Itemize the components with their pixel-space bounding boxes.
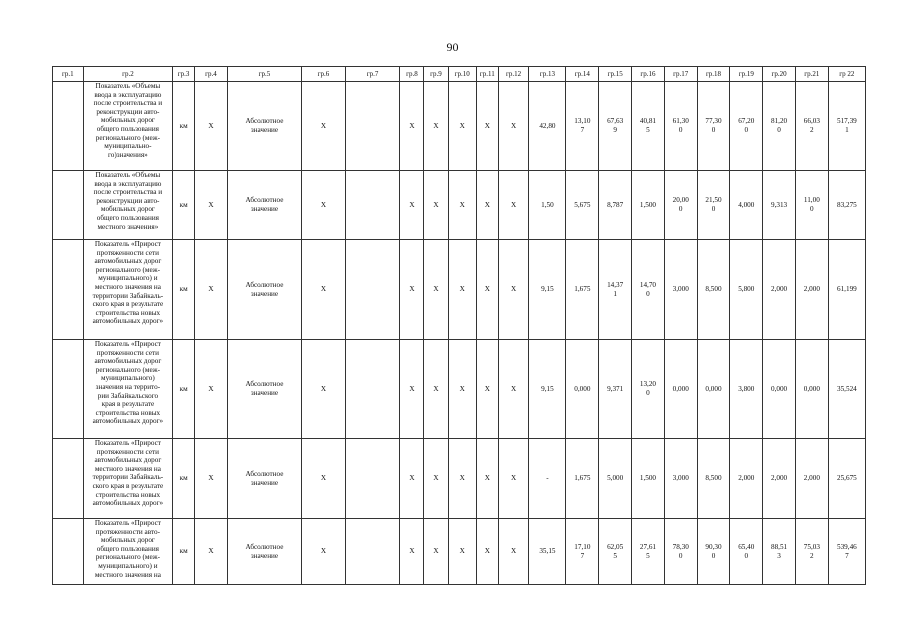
header-cell: гр.1 [53, 67, 84, 82]
table-cell: X [498, 439, 529, 519]
table-cell: 78,30 0 [664, 519, 697, 585]
table-cell: Абсолютное значение [227, 240, 301, 340]
table-cell: 17,10 7 [566, 519, 599, 585]
indicator-name-cell: Показатель «Объемы ввода в эксплуатацию после строительства и реконструкции авто- мобильных дорог общего пользования регионального (меж- муниципально- го)значения» [83, 82, 173, 171]
table-row [53, 519, 866, 585]
table-cell: 75,03 2 [795, 519, 828, 585]
table-cell: 90,30 0 [697, 519, 730, 585]
table-cell: X [195, 171, 228, 240]
header-cell: гр.2 [83, 67, 173, 82]
table-cell [345, 439, 400, 519]
table-cell: X [195, 439, 228, 519]
table-cell: 1,675 [566, 240, 599, 340]
table-cell: X [476, 439, 498, 519]
table-cell: X [448, 240, 476, 340]
header-cell: гр.15 [599, 67, 632, 82]
table-cell: 67,63 9 [599, 82, 632, 171]
table-cell: 13,20 0 [632, 340, 665, 439]
table-cell: 8,500 [697, 439, 730, 519]
table-cell: X [424, 82, 448, 171]
table-cell: Абсолютное значение [227, 439, 301, 519]
table-cell: Абсолютное значение [227, 171, 301, 240]
table-cell: X [424, 519, 448, 585]
table-cell: 517,39 1 [828, 82, 865, 171]
table-cell: X [448, 340, 476, 439]
table-cell: 81,20 0 [763, 82, 796, 171]
table-cell [345, 519, 400, 585]
table-cell: X [302, 82, 346, 171]
table-cell: км [173, 240, 195, 340]
table-cell: км [173, 439, 195, 519]
table-cell: X [195, 240, 228, 340]
table-cell: X [476, 240, 498, 340]
table-cell: 2,000 [795, 240, 828, 340]
table-cell: 0,000 [763, 340, 796, 439]
table-cell: 42,80 [529, 82, 566, 171]
header-cell: гр.9 [424, 67, 448, 82]
table-cell: X [302, 340, 346, 439]
table-row [53, 82, 866, 171]
header-cell: гр.6 [302, 67, 346, 82]
table-cell: 61,30 0 [664, 82, 697, 171]
page-number: 90 [446, 40, 459, 54]
header-cell: гр.4 [195, 67, 228, 82]
header-cell: гр.8 [400, 67, 424, 82]
indicator-name-cell: Показатель «Прирост протяженности авто- мобильных дорог общего пользования регионального (меж- муниципального) и местного значения на [83, 519, 173, 585]
table-cell: X [476, 519, 498, 585]
header-cell: гр.17 [664, 67, 697, 82]
table-cell: X [498, 519, 529, 585]
table-cell: 13,10 7 [566, 82, 599, 171]
table-cell: X [400, 519, 424, 585]
table-cell: 61,199 [828, 240, 865, 340]
table-cell [345, 240, 400, 340]
table-cell: X [195, 82, 228, 171]
header-cell: гр.20 [763, 67, 796, 82]
table-cell: X [498, 340, 529, 439]
table-cell: 0,000 [566, 340, 599, 439]
table-cell: X [476, 171, 498, 240]
indicator-table [52, 66, 866, 585]
table-cell: 1,675 [566, 439, 599, 519]
table-row [53, 240, 866, 340]
header-cell: гр.18 [697, 67, 730, 82]
table-cell: 9,371 [599, 340, 632, 439]
table-cell: 0,000 [697, 340, 730, 439]
table-cell: X [476, 340, 498, 439]
table-cell [53, 519, 84, 585]
indicator-name-cell: Показатель «Прирост протяженности сети автомобильных дорог регионального (меж- муниципального) и местного значения на территории Забайкаль- ского края в результате строительства новых автомобильных дорог» [83, 240, 173, 340]
table-cell: 0,000 [664, 340, 697, 439]
table-header-row [53, 67, 866, 82]
table-cell: 5,800 [730, 240, 763, 340]
table-cell [53, 171, 84, 240]
table-cell: 14,37 1 [599, 240, 632, 340]
table-cell: X [400, 171, 424, 240]
table-cell: 25,675 [828, 439, 865, 519]
table-cell: 62,05 5 [599, 519, 632, 585]
table-cell [345, 82, 400, 171]
header-cell: гр.5 [227, 67, 301, 82]
table-cell: Абсолютное значение [227, 340, 301, 439]
header-cell: гр.19 [730, 67, 763, 82]
header-cell: гр.12 [498, 67, 529, 82]
header-cell: гр.11 [476, 67, 498, 82]
table-cell: 5,675 [566, 171, 599, 240]
table-cell: 8,500 [697, 240, 730, 340]
table-cell: X [448, 519, 476, 585]
header-cell: гр.13 [529, 67, 566, 82]
header-cell: гр.21 [795, 67, 828, 82]
table-cell: 2,000 [795, 439, 828, 519]
table-cell: X [448, 82, 476, 171]
table-body [53, 67, 866, 585]
table-cell: X [195, 519, 228, 585]
table-row [53, 171, 866, 240]
table-cell: 77,30 0 [697, 82, 730, 171]
table-cell: 2,000 [763, 240, 796, 340]
table-cell: X [448, 439, 476, 519]
table-cell: 14,70 0 [632, 240, 665, 340]
table-cell: X [424, 439, 448, 519]
table-cell: Абсолютное значение [227, 82, 301, 171]
table-cell: 20,00 0 [664, 171, 697, 240]
table-cell [53, 82, 84, 171]
table-cell: 9,15 [529, 240, 566, 340]
table-cell: X [400, 82, 424, 171]
table-cell: км [173, 340, 195, 439]
table-cell: 66,03 2 [795, 82, 828, 171]
header-cell: гр.16 [632, 67, 665, 82]
table-cell: X [400, 340, 424, 439]
header-cell: гр.3 [173, 67, 195, 82]
table-cell: 2,000 [730, 439, 763, 519]
table-cell [53, 340, 84, 439]
table-cell: 40,81 5 [632, 82, 665, 171]
table-cell: X [498, 171, 529, 240]
table-cell: X [476, 82, 498, 171]
header-cell: гр.7 [345, 67, 400, 82]
table-cell: X [498, 240, 529, 340]
table-row [53, 439, 866, 519]
indicator-name-cell: Показатель «Прирост протяженности сети автомобильных дорог регионального (меж- муниципального) значения на террито- рии Забайкальского края в результате строительства новых автомобильных дорог» [83, 340, 173, 439]
table-cell: 1,500 [632, 439, 665, 519]
table-cell: X [424, 240, 448, 340]
table-cell: X [302, 439, 346, 519]
table-cell: 9,15 [529, 340, 566, 439]
table-cell: 3,800 [730, 340, 763, 439]
table-cell: 35,524 [828, 340, 865, 439]
table-cell: 88,51 3 [763, 519, 796, 585]
table-cell [345, 171, 400, 240]
table-cell [53, 439, 84, 519]
table-cell: X [400, 439, 424, 519]
table-row [53, 340, 866, 439]
header-cell: гр.14 [566, 67, 599, 82]
indicator-name-cell: Показатель «Прирост протяженности сети автомобильных дорог местного значения на территории Забайкаль- ского края в результате строительства новых автомобильных дорог» [83, 439, 173, 519]
header-cell: гр.10 [448, 67, 476, 82]
table-cell: X [302, 171, 346, 240]
table-cell: 9,313 [763, 171, 796, 240]
table-cell: X [448, 171, 476, 240]
table-cell: 539,46 7 [828, 519, 865, 585]
table-cell: 1,500 [632, 171, 665, 240]
table-cell: X [400, 240, 424, 340]
table-cell: км [173, 171, 195, 240]
table-cell: X [302, 519, 346, 585]
table-cell: 67,20 0 [730, 82, 763, 171]
table-cell: 5,000 [599, 439, 632, 519]
table-cell [53, 240, 84, 340]
table-cell: 3,000 [664, 439, 697, 519]
table-cell: 4,000 [730, 171, 763, 240]
table-cell: 83,275 [828, 171, 865, 240]
table-cell: X [424, 340, 448, 439]
table-cell: 8,787 [599, 171, 632, 240]
table-cell: 11,00 0 [795, 171, 828, 240]
table-cell [345, 340, 400, 439]
table-cell: - [529, 439, 566, 519]
table-cell: 27,61 5 [632, 519, 665, 585]
table-cell: X [498, 82, 529, 171]
header-cell: гр 22 [828, 67, 865, 82]
table-cell: 21,50 0 [697, 171, 730, 240]
table-cell: 3,000 [664, 240, 697, 340]
table-cell: 65,40 0 [730, 519, 763, 585]
table-cell: км [173, 519, 195, 585]
table-cell: 35,15 [529, 519, 566, 585]
table-cell: 1,50 [529, 171, 566, 240]
table-cell: X [424, 171, 448, 240]
table-cell: 2,000 [763, 439, 796, 519]
table-cell: X [195, 340, 228, 439]
table-cell: км [173, 82, 195, 171]
table-cell: X [302, 240, 346, 340]
table-cell: 0,000 [795, 340, 828, 439]
indicator-name-cell: Показатель «Объемы ввода в эксплуатацию после строительства и реконструкции авто- мобильных дорог общего пользования местного значения» [83, 171, 173, 240]
table-cell: Абсолютное значение [227, 519, 301, 585]
